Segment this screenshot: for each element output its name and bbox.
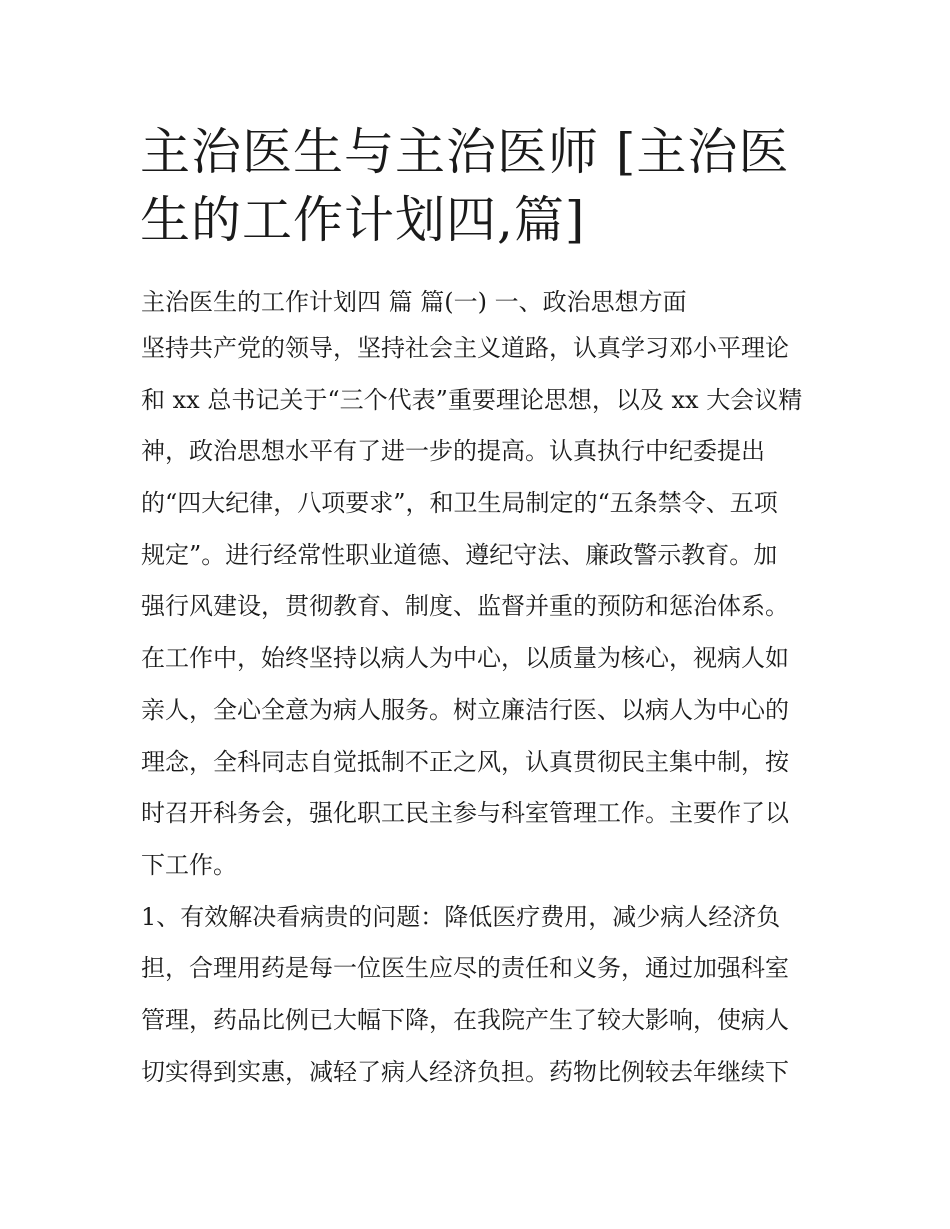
paragraph-line: 管理，药品比例已大幅下降，在我院产生了较大影响，使病人 [141, 1005, 789, 1034]
paragraph-line: 规定”。进行经常性职业道德、遵纪守法、廉政警示教育。加 [141, 540, 778, 569]
paragraph-line: 的“四大纪律，八项要求”，和卫生局制定的“五条禁令、五项 [141, 489, 778, 518]
paragraph-line: 坚持共产党的领导，坚持社会主义道路，认真学习邓小平理论 [141, 334, 789, 362]
section-heading: 主治医生的工作计划四 篇 篇(一) 一、政治思想方面 [141, 288, 687, 316]
paragraph-line: 在工作中，始终坚持以病人为中心，以质量为核心，视病人如 [141, 644, 789, 673]
paragraph-line: 强行风建设，贯彻教育、制度、监督并重的预防和惩治体系。 [141, 592, 789, 621]
document-title [140, 118, 820, 254]
paragraph-line: 亲人，全心全意为病人服务。树立廉洁行医、以病人为中心的 [141, 695, 789, 724]
paragraph-line: 理念，全科同志自觉抵制不正之风，认真贯彻民主集中制，按 [141, 747, 789, 776]
paragraph-line: 时召开科务会，强化职工民主参与科室管理工作。主要作了以 [141, 799, 789, 828]
paragraph-line: 和 xx 总书记关于“三个代表”重要理论思想，以及 xx 大会议精 [141, 385, 803, 414]
paragraph-line: 1、有效解决看病贵的问题：降低医疗费用，减少病人经济负 [141, 902, 781, 931]
title-line: 生的工作计划四,篇] [140, 191, 586, 249]
document-body [141, 281, 841, 1098]
paragraph-line: 神，政治思想水平有了进一步的提高。认真执行中纪委提出 [141, 437, 765, 466]
paragraph-line: 担，合理用药是每一位医生应尽的责任和义务，通过加强科室 [141, 954, 789, 983]
paragraph-line: 切实得到实惠，减轻了病人经济负担。药物比例较去年继续下 [141, 1057, 789, 1086]
title-line: 主治医生与主治医师 [主治医 [140, 123, 790, 181]
paragraph-line: 下工作。 [141, 850, 237, 879]
